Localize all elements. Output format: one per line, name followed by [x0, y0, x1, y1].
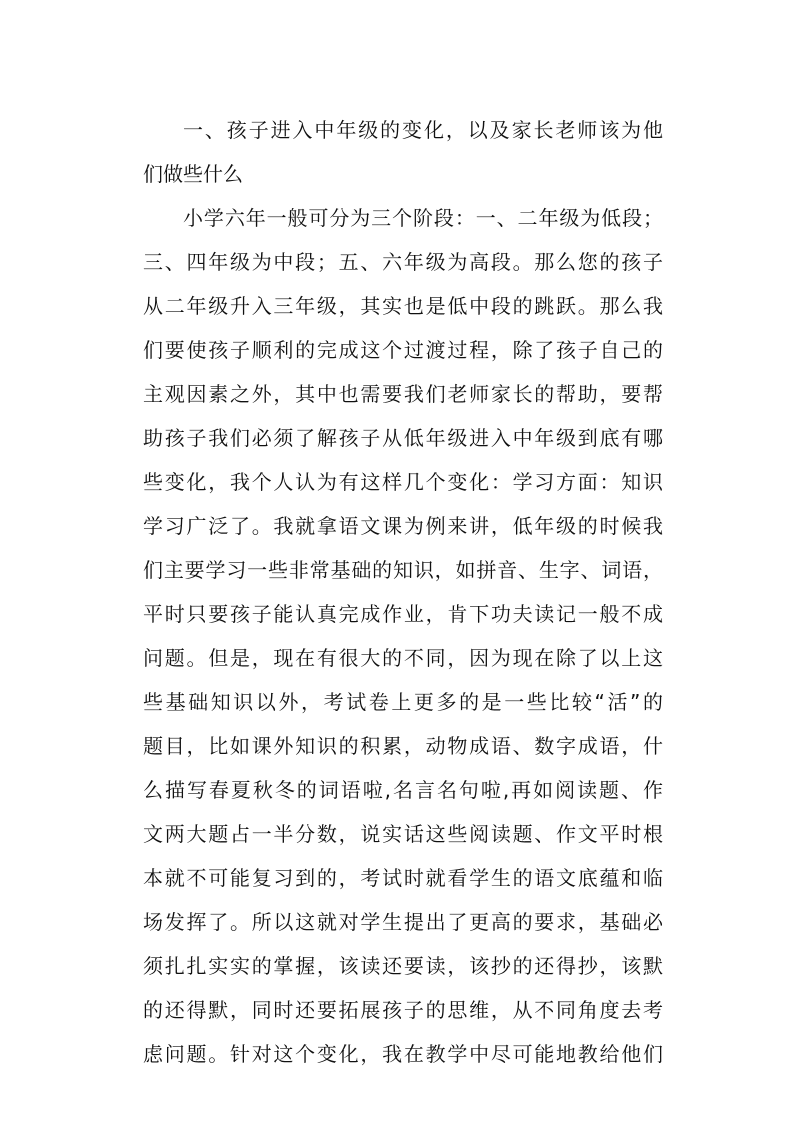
paragraph-line: 问题。但是，现在有很大的不同，因为现在除了以上这 [143, 646, 663, 670]
paragraph-line: 们主要学习一些非常基础的知识，如拼音、生字、词语， [143, 558, 663, 582]
heading-line: 一、孩子进入中年级的变化，以及家长老师该为他 [183, 118, 663, 142]
paragraph-line: 么描写春夏秋冬的词语啦,名言名句啦,再如阅读题、作 [143, 778, 663, 802]
paragraph-line: 学习广泛了。我就拿语文课为例来讲，低年级的时候我 [143, 514, 663, 538]
paragraph-line: 本就不可能复习到的，考试时就看学生的语文底蕴和临 [143, 866, 663, 890]
paragraph-line: 些变化，我个人认为有这样几个变化：学习方面：知识 [143, 470, 663, 494]
paragraph-line: 题目，比如课外知识的积累，动物成语、数字成语，什 [143, 734, 663, 758]
document-body [143, 108, 663, 1076]
paragraph-line: 文两大题占一半分数，说实话这些阅读题、作文平时根 [143, 822, 663, 846]
heading-line: 们做些什么 [143, 162, 243, 186]
paragraph-line: 们要使孩子顺利的完成这个过渡过程，除了孩子自己的 [143, 338, 663, 362]
paragraph-line: 场发挥了。所以这就对学生提出了更高的要求，基础必 [143, 910, 663, 934]
paragraph-line: 从二年级升入三年级，其实也是低中段的跳跃。那么我 [143, 294, 663, 318]
paragraph-line: 主观因素之外，其中也需要我们老师家长的帮助，要帮 [143, 382, 663, 406]
paragraph-line: 些基础知识以外，考试卷上更多的是一些比较“活”的 [143, 690, 663, 714]
paragraph-line: 的还得默，同时还要拓展孩子的思维，从不同角度去考 [143, 998, 663, 1022]
paragraph-line: 小学六年一般可分为三个阶段：一、二年级为低段； [183, 206, 663, 230]
paragraph-line: 助孩子我们必须了解孩子从低年级进入中年级到底有哪 [143, 426, 663, 450]
paragraph-line: 平时只要孩子能认真完成作业，肯下功夫读记一般不成 [143, 602, 663, 626]
paragraph-line: 三、四年级为中段；五、六年级为高段。那么您的孩子 [143, 250, 663, 274]
paragraph-line: 虑问题。针对这个变化，我在教学中尽可能地教给他们 [143, 1042, 663, 1066]
paragraph-line: 须扎扎实实的掌握，该读还要读，该抄的还得抄，该默 [143, 954, 663, 978]
